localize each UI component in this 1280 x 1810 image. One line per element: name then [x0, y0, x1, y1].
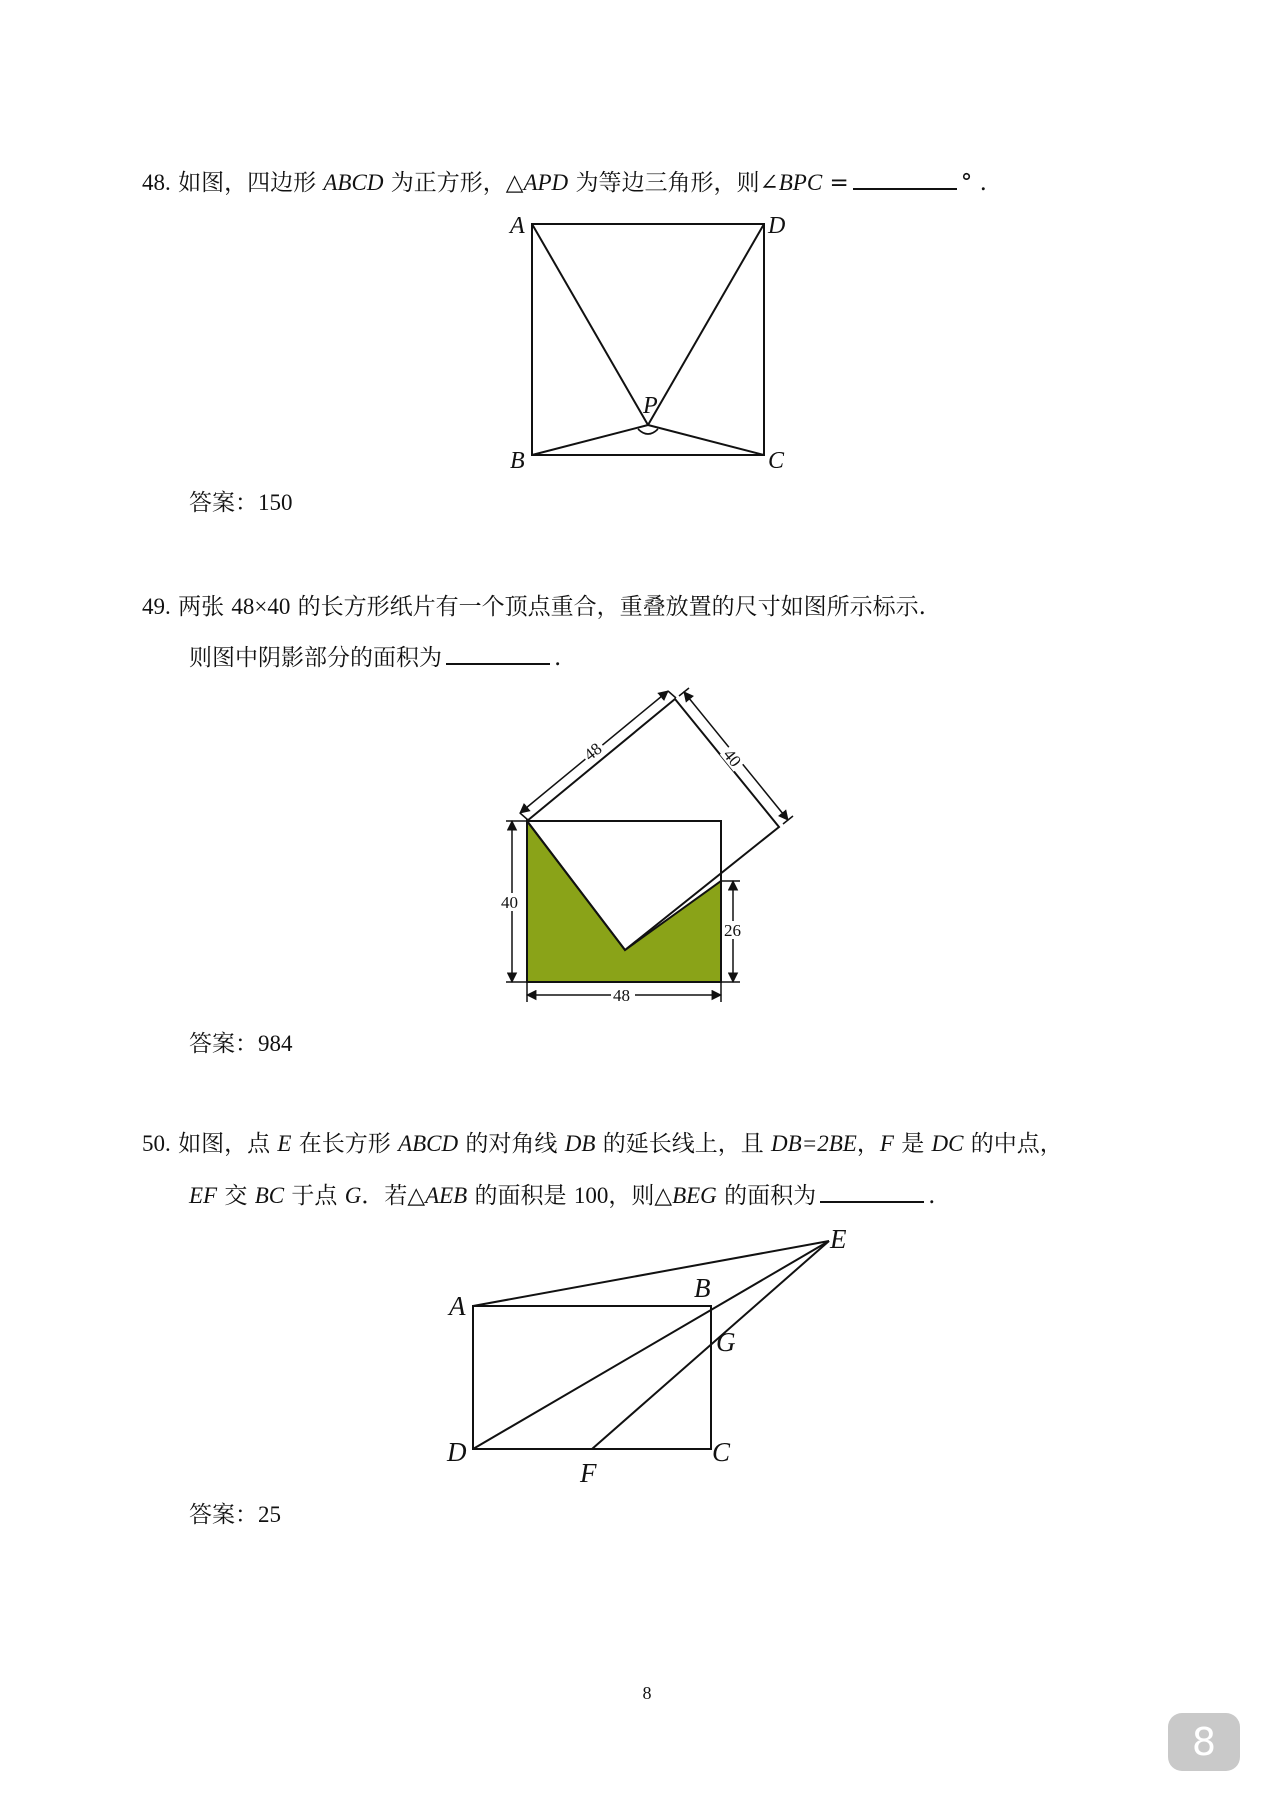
- problem-text: .: [928, 1183, 936, 1209]
- problem-text: 于点: [284, 1183, 345, 1209]
- answer-label: 答案：: [189, 490, 258, 516]
- problem-text-italic: G: [344, 1183, 362, 1208]
- square-abcd: [532, 224, 764, 455]
- segment-ae: [473, 1241, 829, 1306]
- dim-tick: [783, 816, 793, 824]
- answer-48: [189, 488, 293, 518]
- problem-text-italic: DC: [931, 1131, 964, 1156]
- problem-text: 交: [217, 1183, 255, 1209]
- problem-text-italic: F: [879, 1131, 894, 1156]
- answer-49: [189, 1029, 293, 1059]
- vertex-label-f: F: [580, 1458, 597, 1488]
- angle-bpc-arc: [638, 429, 658, 434]
- figure-48-square-triangle: [500, 210, 800, 474]
- problem-text: .: [554, 645, 562, 671]
- problem-50-line-2: [189, 1179, 935, 1211]
- problem-49-line-2: [189, 641, 561, 673]
- dim-label-left: 40: [501, 893, 518, 912]
- vertex-label-g: G: [716, 1327, 736, 1357]
- problem-text-italic: EF: [189, 1183, 218, 1208]
- problem-text: .: [972, 170, 987, 196]
- answer-blank: [853, 166, 957, 190]
- answer-value: 150: [258, 490, 293, 515]
- problem-text-italic: BC: [254, 1183, 285, 1208]
- dim-label-inner: 26: [724, 921, 741, 940]
- vertex-label-d: D: [768, 213, 786, 239]
- answer-label: 答案：: [189, 1031, 258, 1057]
- problem-text: 是: [893, 1131, 932, 1157]
- problem-text-italic: AEB: [425, 1183, 468, 1208]
- problem-text-italic: DB: [564, 1131, 596, 1156]
- problem-text: ，则△: [608, 1183, 673, 1209]
- vertex-label-d: D: [447, 1437, 467, 1467]
- dim-tick: [520, 813, 528, 820]
- problem-text-italic: ABCD: [398, 1131, 459, 1156]
- segment-ap: [532, 224, 648, 425]
- segment-bp: [532, 425, 648, 455]
- problem-text-italic: DB=2BE: [771, 1131, 857, 1156]
- vertex-label-a: A: [449, 1291, 466, 1321]
- problem-text: 为正方形，△: [383, 170, 524, 196]
- problem-text: 在长方形: [291, 1131, 399, 1157]
- figure-49-overlapping-rectangles: [490, 680, 810, 1010]
- problem-text: 为等边三角形，则∠: [568, 170, 779, 196]
- problem-number: 48.: [142, 170, 171, 195]
- vertex-label-e: E: [830, 1224, 847, 1254]
- segment-dp: [648, 224, 764, 425]
- problem-text-italic: BEG: [672, 1183, 717, 1208]
- dim-tick: [679, 688, 689, 696]
- problem-text-number: 100: [573, 1183, 609, 1208]
- problem-text: 如图，点: [178, 1131, 278, 1157]
- problem-text-italic: E: [277, 1131, 292, 1156]
- problem-50-line-1: [142, 1129, 1063, 1159]
- answer-label: 答案：: [189, 1502, 258, 1528]
- dim-tick: [668, 691, 676, 698]
- dim-label-right: 40: [719, 745, 746, 771]
- problem-text: 的面积为: [716, 1183, 817, 1209]
- problem-text-italic: ABCD: [323, 170, 384, 195]
- problem-text: 的延长线上，且: [595, 1131, 772, 1157]
- vertex-label-a: A: [510, 213, 525, 239]
- problem-text-number: 48×40: [231, 594, 291, 619]
- problem-49-line-1: [142, 592, 926, 622]
- problem-text: ．若△: [361, 1183, 426, 1209]
- shaded-region: [527, 821, 721, 982]
- page-indicator-badge[interactable]: 8: [1168, 1713, 1240, 1771]
- dim-label-top: 48: [580, 738, 606, 765]
- vertex-label-b: B: [510, 448, 525, 474]
- answer-blank: [446, 641, 550, 665]
- answer-value: 984: [258, 1031, 293, 1056]
- answer-blank: [820, 1179, 924, 1203]
- vertex-label-c: C: [768, 448, 785, 474]
- problem-text-italic: BPC: [778, 170, 823, 195]
- segment-cp: [648, 425, 764, 455]
- problem-text: 的对角线: [458, 1131, 565, 1157]
- problem-number: 49.: [142, 594, 171, 619]
- problem-text-italic: APD: [523, 170, 569, 195]
- problem-text: 的面积是: [467, 1183, 574, 1209]
- problem-48-line-1: [142, 166, 987, 198]
- problem-text: 的中点，: [963, 1131, 1063, 1157]
- vertex-label-c: C: [712, 1437, 731, 1467]
- vertex-label-p: P: [643, 393, 658, 419]
- problem-text: 则图中阴影部分的面积为: [189, 645, 442, 671]
- page-number: 8: [642, 1683, 652, 1703]
- problem-number: 50.: [142, 1131, 171, 1156]
- segment-de: [473, 1241, 829, 1449]
- problem-text: =: [822, 170, 849, 196]
- dim-label-bottom: 48: [613, 986, 630, 1005]
- figure-50-rectangle-diagonal: [440, 1224, 860, 1488]
- vertex-label-b: B: [694, 1273, 711, 1303]
- problem-text: 如图，四边形: [178, 170, 324, 196]
- answer-value: 25: [258, 1502, 281, 1527]
- problem-text: °: [960, 170, 973, 196]
- problem-text: 的长方形纸片有一个顶点重合，重叠放置的尺寸如图所示标示.: [290, 594, 926, 620]
- problem-text: ，: [856, 1131, 880, 1157]
- problem-text: 两张: [178, 594, 232, 620]
- answer-50: [189, 1500, 281, 1530]
